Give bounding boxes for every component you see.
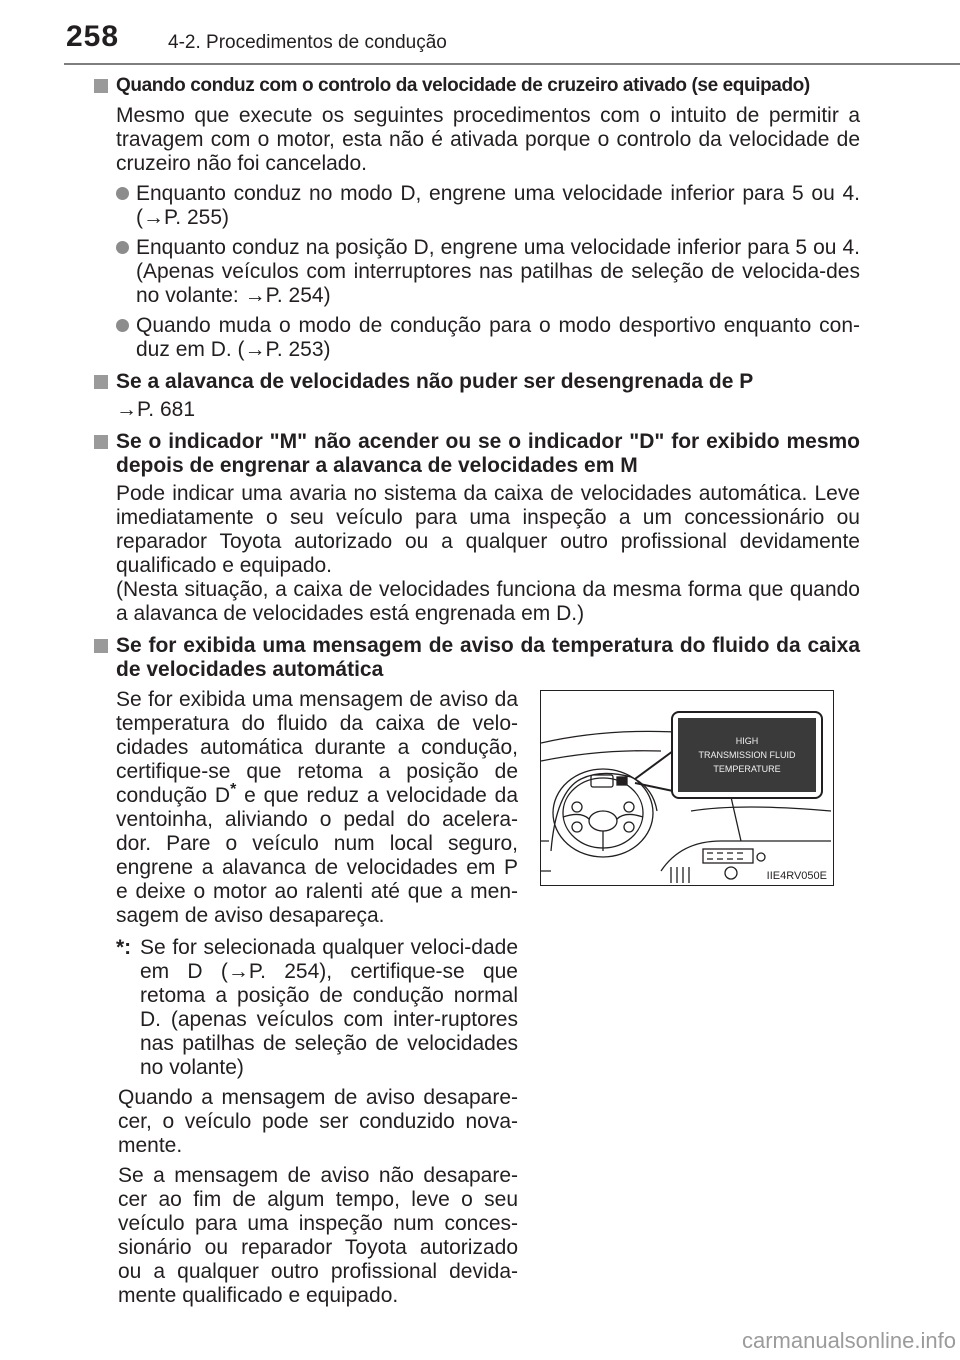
paragraph: Se for exibida uma mensagem de aviso da temperatura do fluido da caixa de velo-cidades automática durante a condução, certifique-se que retoma a posição de condução D* e que reduz a velocidade da ventoinha, aliviando o pedal do acelera-dor. Pare o veículo num local seguro, engrene a alavanca de velocidades em P e deixe o motor ao ralenti até que a men-sagem de aviso desapareça. xyxy=(116,688,518,927)
list-item-text: Enquanto conduz na posição D, engrene uma velocidade inferior para 5 ou 4. (Apenas veículos com interruptores nas patilhas de seleção de velocida-des no volante: →P. 254) xyxy=(136,236,860,307)
page-reference: →P. 681 xyxy=(116,398,196,421)
round-bullet-icon xyxy=(116,319,129,332)
section-title: Se a alavanca de velocidades não puder ser desengrenada de P xyxy=(116,370,754,393)
paragraph: Quando a mensagem de aviso desapare-cer, o veículo pode ser conduzido nova-mente. xyxy=(118,1086,518,1157)
square-bullet-icon xyxy=(94,375,108,389)
section-lever xyxy=(94,370,860,422)
square-bullet-icon xyxy=(94,79,108,93)
list-item xyxy=(116,236,860,308)
screen-text-line: TEMPERATURE xyxy=(713,764,781,774)
main-content xyxy=(94,74,860,682)
section-title: Quando conduz com o controlo da velocidade de cruzeiro ativado (se equipado) xyxy=(116,75,810,96)
warning-message-callout xyxy=(671,711,823,799)
square-bullet-icon xyxy=(94,639,108,653)
fluid-section-body xyxy=(116,688,518,1308)
asterisk: * xyxy=(230,781,237,798)
section-fluid-temperature xyxy=(94,634,860,682)
chapter-title: 4-2. Procedimentos de condução xyxy=(168,32,447,53)
list-item-text: Quando muda o modo de condução para o modo desportivo enquanto con-duz em D. (→P. 253) xyxy=(136,314,860,361)
section-title: Se o indicador "M" não acender ou se o indicador "D" for exibido mesmo depois de engrenar a alavanca de velocidades em M xyxy=(116,430,860,477)
footnote xyxy=(116,936,518,1080)
section-title: Se for exibida uma mensagem de aviso da temperatura do fluido da caixa de velocidades automática xyxy=(116,634,860,681)
footnote-mark: *: xyxy=(116,936,132,959)
paragraph: Se a mensagem de aviso não desapare-cer ao fim de algum tempo, leve o seu veículo para uma inspeção num conces-sionário ou reparador Toyota autorizado ou a qualquer outro profissional devida-mente qualificado e equipado. xyxy=(118,1164,518,1307)
round-bullet-icon xyxy=(116,241,129,254)
page-number: 258 xyxy=(66,20,120,53)
figure-code: IIE4RV050E xyxy=(766,870,827,882)
list-item xyxy=(116,182,860,230)
paragraph: Pode indicar uma avaria no sistema da caixa de velocidades automática. Leve imediatamente o seu veículo para uma inspeção a um concessionário ou reparador Toyota autorizado ou a qualquer outro profissional devidamente qualificado e equipado. xyxy=(116,482,860,577)
paragraph: Mesmo que execute os seguintes procedimentos com o intuito de permitir a travagem com o motor, esta não é ativada porque o controlo da velocidade de cruzeiro não foi cancelado. xyxy=(116,104,860,175)
section-indicator xyxy=(94,430,860,626)
watermark: carmanualsonline.info xyxy=(741,1328,956,1353)
round-bullet-icon xyxy=(116,187,129,200)
multi-information-display xyxy=(678,718,816,792)
screen-text-line: HIGH xyxy=(735,736,759,746)
paragraph: (Nesta situação, a caixa de velocidades funciona da mesma forma que quando a alavanca de velocidades está engrenada em D.) xyxy=(116,578,860,625)
page-header xyxy=(0,0,960,62)
screen-text-line: TRANSMISSION FLUID xyxy=(698,750,796,760)
square-bullet-icon xyxy=(94,435,108,449)
list-item-text: Enquanto conduz no modo D, engrene uma velocidade inferior para 5 ou 4. (→P. 255) xyxy=(136,182,860,229)
section-cruise-control xyxy=(94,74,860,362)
header-rule xyxy=(64,63,960,65)
list-item xyxy=(116,314,860,362)
footnote-text: Se for selecionada qualquer veloci-dade em D (→P. 254), certifique-se que retoma a posição de condução normal D. (apenas veículos com inter-ruptores nas patilhas de seleção de velocidades no volante) xyxy=(140,936,518,1079)
dashboard-illustration xyxy=(540,690,834,886)
